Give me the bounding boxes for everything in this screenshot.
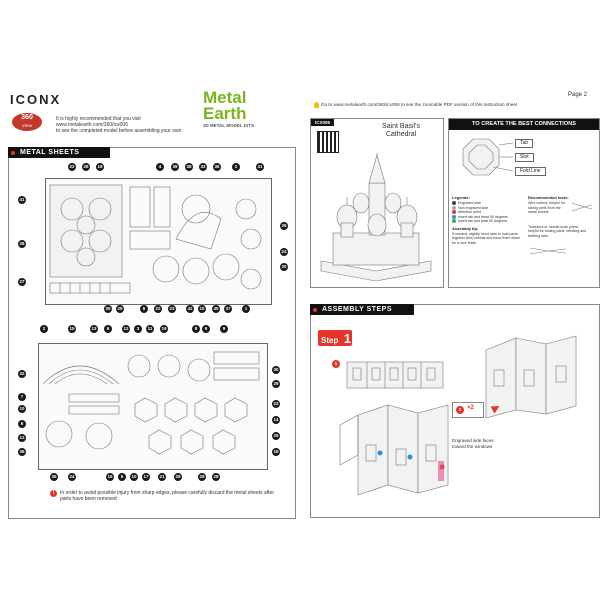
label-slot: Slot	[515, 153, 534, 162]
pdf-note	[314, 102, 594, 108]
connections-banner: TO CREATE THE BEST CONNECTIONS	[449, 119, 599, 130]
model-name-line-1: Saint Basil's	[382, 123, 420, 130]
assembly-banner: ASSEMBLY STEPS	[310, 304, 414, 315]
sheet1-fan	[176, 195, 221, 249]
callout: 14	[273, 417, 279, 422]
callout: 24	[69, 474, 75, 479]
visit-note	[56, 116, 206, 135]
model-panel	[310, 118, 444, 288]
callout: 9	[104, 325, 112, 333]
sheet2-octagons	[135, 398, 247, 454]
callout: 35	[105, 306, 111, 311]
brand-earth: Earth	[203, 104, 247, 123]
legend-item: Non engraved side	[452, 206, 524, 211]
callout: 5	[118, 473, 126, 481]
callout: 32	[19, 371, 25, 376]
brand-subtitle: 3D METAL MODEL KITS	[203, 123, 255, 128]
metal-sheet-2	[38, 343, 268, 470]
callout: 6	[140, 305, 148, 313]
warning-text: In order to avoid possible injury from sharp edges, please carefully discard the metal sheets after parts have been removed	[60, 490, 274, 503]
engraved-note	[452, 438, 512, 450]
callout: 15	[107, 474, 113, 479]
sheet-1-parts	[46, 179, 271, 304]
callout: 36	[214, 164, 220, 169]
callout: 12	[19, 435, 25, 440]
callout: 27	[19, 279, 25, 284]
callout: 11	[147, 326, 153, 331]
label-fold-line: Fold Line	[515, 167, 546, 176]
warning-icon: !	[50, 490, 57, 497]
callout: 5	[18, 420, 26, 428]
callout: 19	[97, 164, 103, 169]
engraved-dot-icon	[452, 201, 456, 205]
callout: 40	[213, 306, 219, 311]
callout: 19	[161, 326, 167, 331]
cathedral-illustration	[311, 153, 441, 283]
legend-item: Attention point	[452, 210, 524, 215]
360-view-badge	[12, 113, 42, 131]
brand-logo	[203, 90, 283, 128]
callout: 10	[19, 406, 25, 411]
callout: 10	[131, 474, 137, 479]
engraved-note-line-2: toward the windows	[452, 443, 493, 449]
step-number: 1	[343, 331, 352, 346]
callout: 22	[155, 306, 161, 311]
assembly-tip-text: If needed, slightly bend tabs to hold parts together then untwist and bend them down for a nice finish	[452, 231, 520, 245]
callout: 1	[242, 305, 250, 313]
callout: 10	[199, 306, 205, 311]
legends-title: Legends:	[452, 195, 470, 200]
metal-sheet-1	[45, 178, 272, 305]
engraved-note-line-1: Engraved side faces	[452, 438, 494, 443]
callout: 3	[134, 325, 142, 333]
callout: 13	[91, 326, 97, 331]
callout: 38	[186, 164, 192, 169]
callout: 25	[273, 433, 279, 438]
sheet1-tower-strips	[130, 187, 170, 249]
assembly-tip-title: Assembly tip:	[452, 225, 479, 231]
tools-block	[528, 195, 594, 263]
callout: 28	[213, 474, 219, 479]
part-callout-1: 1	[332, 360, 340, 368]
callout: 17	[143, 474, 149, 479]
sheet2-strips	[69, 352, 259, 414]
twist-dot-icon	[452, 219, 456, 223]
callout: 36	[19, 449, 25, 454]
callout: 33	[200, 164, 206, 169]
part-1-strip	[345, 360, 445, 390]
non-engraved-dot-icon	[452, 206, 456, 210]
page-number: Page 2	[568, 92, 588, 98]
callout: 2	[40, 325, 48, 333]
callout: 8	[192, 325, 200, 333]
wire-cutters-icon	[570, 201, 594, 213]
callout: 28	[19, 241, 25, 246]
callout: 30	[273, 367, 279, 372]
sheet1-bottom-strip	[50, 283, 130, 293]
legends-block	[452, 195, 524, 245]
callout: 28	[83, 164, 89, 169]
callout: 20	[281, 264, 287, 269]
callout: 2	[232, 163, 240, 171]
callout: 9	[220, 325, 228, 333]
model-name	[363, 123, 439, 139]
attention-dot-icon	[452, 210, 456, 214]
lightbulb-icon	[314, 102, 319, 108]
callout: 28	[175, 474, 181, 479]
callout: 9	[202, 325, 210, 333]
warning-note	[52, 490, 280, 503]
multiplier: ×2	[467, 405, 474, 411]
callout: 4	[156, 163, 164, 171]
pdf-note-text[interactable]: Go to www.metalearth.com/360/icx006 to see the zoomable PDF version of this instruction sheet	[321, 102, 518, 107]
legend-item: Insert tab and twist 90 degrees	[452, 219, 524, 224]
badge-bottom: VIEW	[21, 123, 33, 128]
visit-line-2[interactable]: www.metalearth.com/360/icx006	[56, 122, 128, 129]
label-tab: Tab	[515, 139, 533, 148]
callout: 29	[117, 306, 123, 311]
bend-dot-icon	[452, 215, 456, 219]
brand-metal: Metal	[203, 88, 247, 107]
callout: 31	[257, 164, 263, 169]
pliers-icon	[528, 244, 568, 258]
callout: 21	[159, 474, 165, 479]
iconx-logo: ICONX	[10, 92, 62, 107]
step-label	[318, 330, 352, 346]
callout: 12	[123, 326, 129, 331]
octagon-diagram	[455, 135, 515, 179]
callout: 7	[18, 393, 26, 401]
callout: 35	[51, 474, 57, 479]
model-name-line-2: Cathedral	[385, 131, 417, 138]
sheet-2-parts	[39, 344, 267, 469]
callout: 26	[281, 223, 287, 228]
visit-line-3: to see the completed model before assembling your own	[56, 128, 182, 135]
callout: 23	[273, 401, 279, 406]
callout: 23	[169, 306, 175, 311]
callout: 42	[187, 306, 193, 311]
part-callout-2: 2	[456, 406, 464, 414]
qr-code[interactable]	[317, 131, 339, 153]
model-code: ICX006	[311, 119, 334, 126]
callout: 29	[199, 474, 205, 479]
part-2-callout	[452, 402, 484, 418]
legend-item: Engraved side	[452, 201, 524, 206]
step-word: Step	[321, 336, 339, 345]
badge-top: 360	[21, 114, 33, 121]
tools-item-2: Tweezers or needle nose pliers: helpful for folding parts, bending and twisting tabs.	[528, 224, 587, 238]
callout: 24	[281, 249, 287, 254]
legend-item: Insert tab and bend 90 degrees	[452, 215, 524, 220]
metal-sheets-banner: METAL SHEETS	[8, 147, 110, 158]
callout: 41	[19, 197, 25, 202]
callout: 22	[69, 164, 75, 169]
callout: 29	[273, 381, 279, 386]
callout: 37	[225, 306, 231, 311]
tools-title: Recommended tools:	[528, 195, 569, 200]
callout: 15	[69, 326, 75, 331]
visit-line-1: It is highly recommended that you visit	[56, 116, 141, 122]
tools-item-1: Wire cutters: helpful for taking parts from the metal sheets.	[528, 201, 565, 214]
callout: 39	[172, 164, 178, 169]
callout: 16	[273, 449, 279, 454]
